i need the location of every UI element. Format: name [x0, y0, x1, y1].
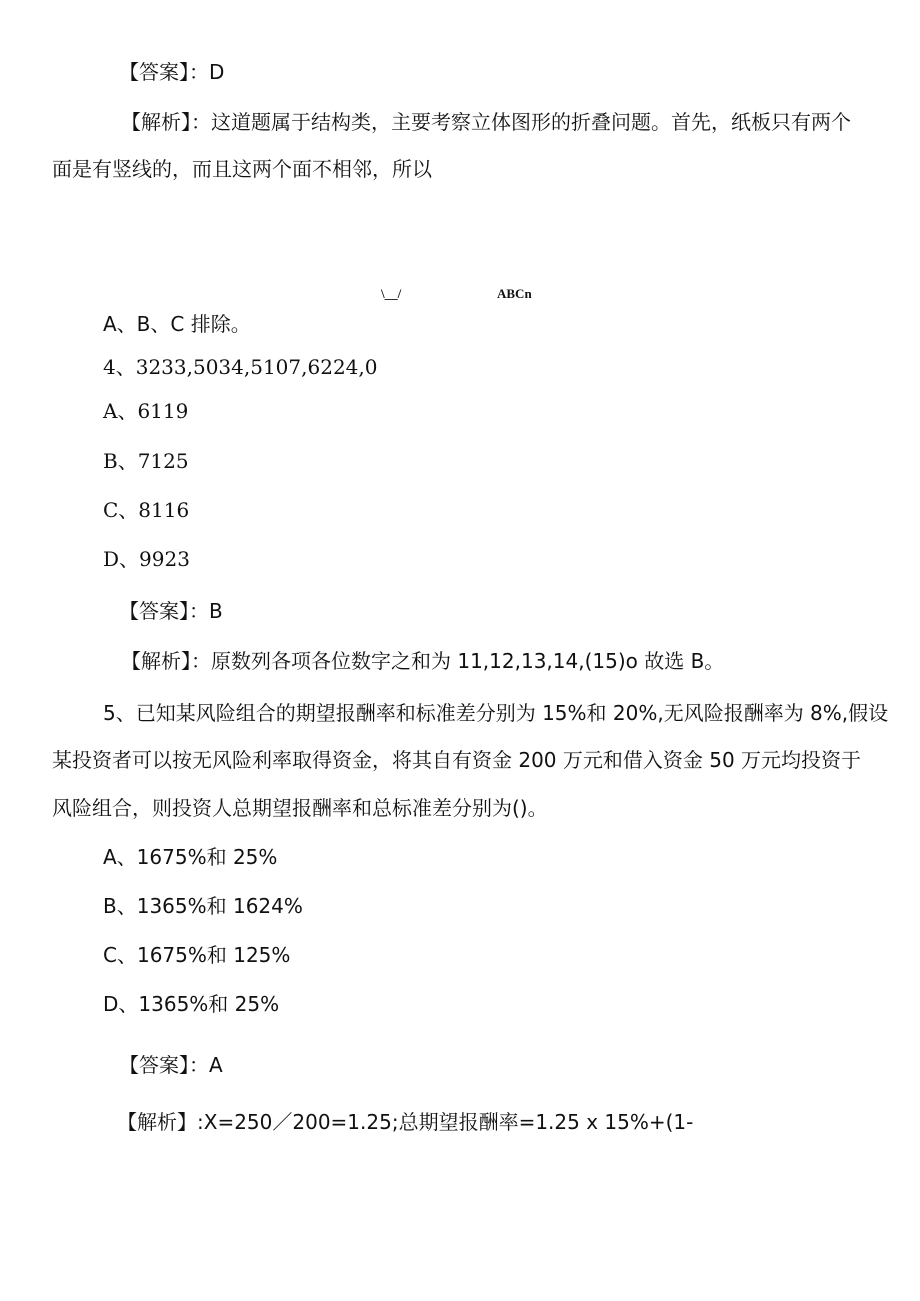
analysis-1-line1: 【解析】：这道题属于结构类，主要考察立体图形的折叠问题。首先，纸板只有两个: [121, 110, 851, 134]
question-5-option-a: A、1675%和 25%: [103, 845, 278, 869]
question-5-option-c: C、1675%和 125%: [103, 943, 291, 967]
question-5-option-d: D、1365%和 25%: [103, 992, 280, 1016]
question-4-option-c: C、8116: [103, 498, 190, 522]
analysis-1-line2: 面是有竖线的，而且这两个面不相邻，所以: [52, 157, 432, 181]
answer-4: 【答案】：B: [119, 599, 223, 623]
question-4-option-a: A、6119: [103, 399, 189, 423]
question-5-line3: 风险组合，则投资人总期望报酬率和总标准差分别为()。: [52, 796, 548, 820]
analysis-5: 【解析】:X=250／200=1.25;总期望报酬率=1.25 x 15%+(1-: [117, 1110, 694, 1134]
question-4: 4、3233,5034,5107,6224,0: [103, 355, 378, 379]
analysis-4: 【解析】：原数列各项各位数字之和为 11,12,13,14,(15)o 故选 B。: [121, 649, 725, 673]
figure-left-fragment: \__/: [381, 286, 402, 301]
question-5-option-b: B、1365%和 1624%: [103, 894, 303, 918]
figure-right-fragment: ABCn: [497, 286, 532, 301]
answer-5: 【答案】：A: [119, 1053, 223, 1077]
question-4-option-b: B、7125: [103, 449, 189, 473]
question-4-option-d: D、9923: [103, 547, 190, 571]
question-5-line1: 5、已知某风险组合的期望报酬率和标准差分别为 15%和 20%,无风险报酬率为 8%,假设: [103, 701, 889, 725]
answer-1: 【答案】：D: [119, 60, 225, 84]
exclude-options-line: A、B、C 排除。: [103, 312, 251, 336]
question-5-line2: 某投资者可以按无风险利率取得资金，将其自有资金 200 万元和借入资金 50 万元均投资于: [52, 748, 862, 772]
